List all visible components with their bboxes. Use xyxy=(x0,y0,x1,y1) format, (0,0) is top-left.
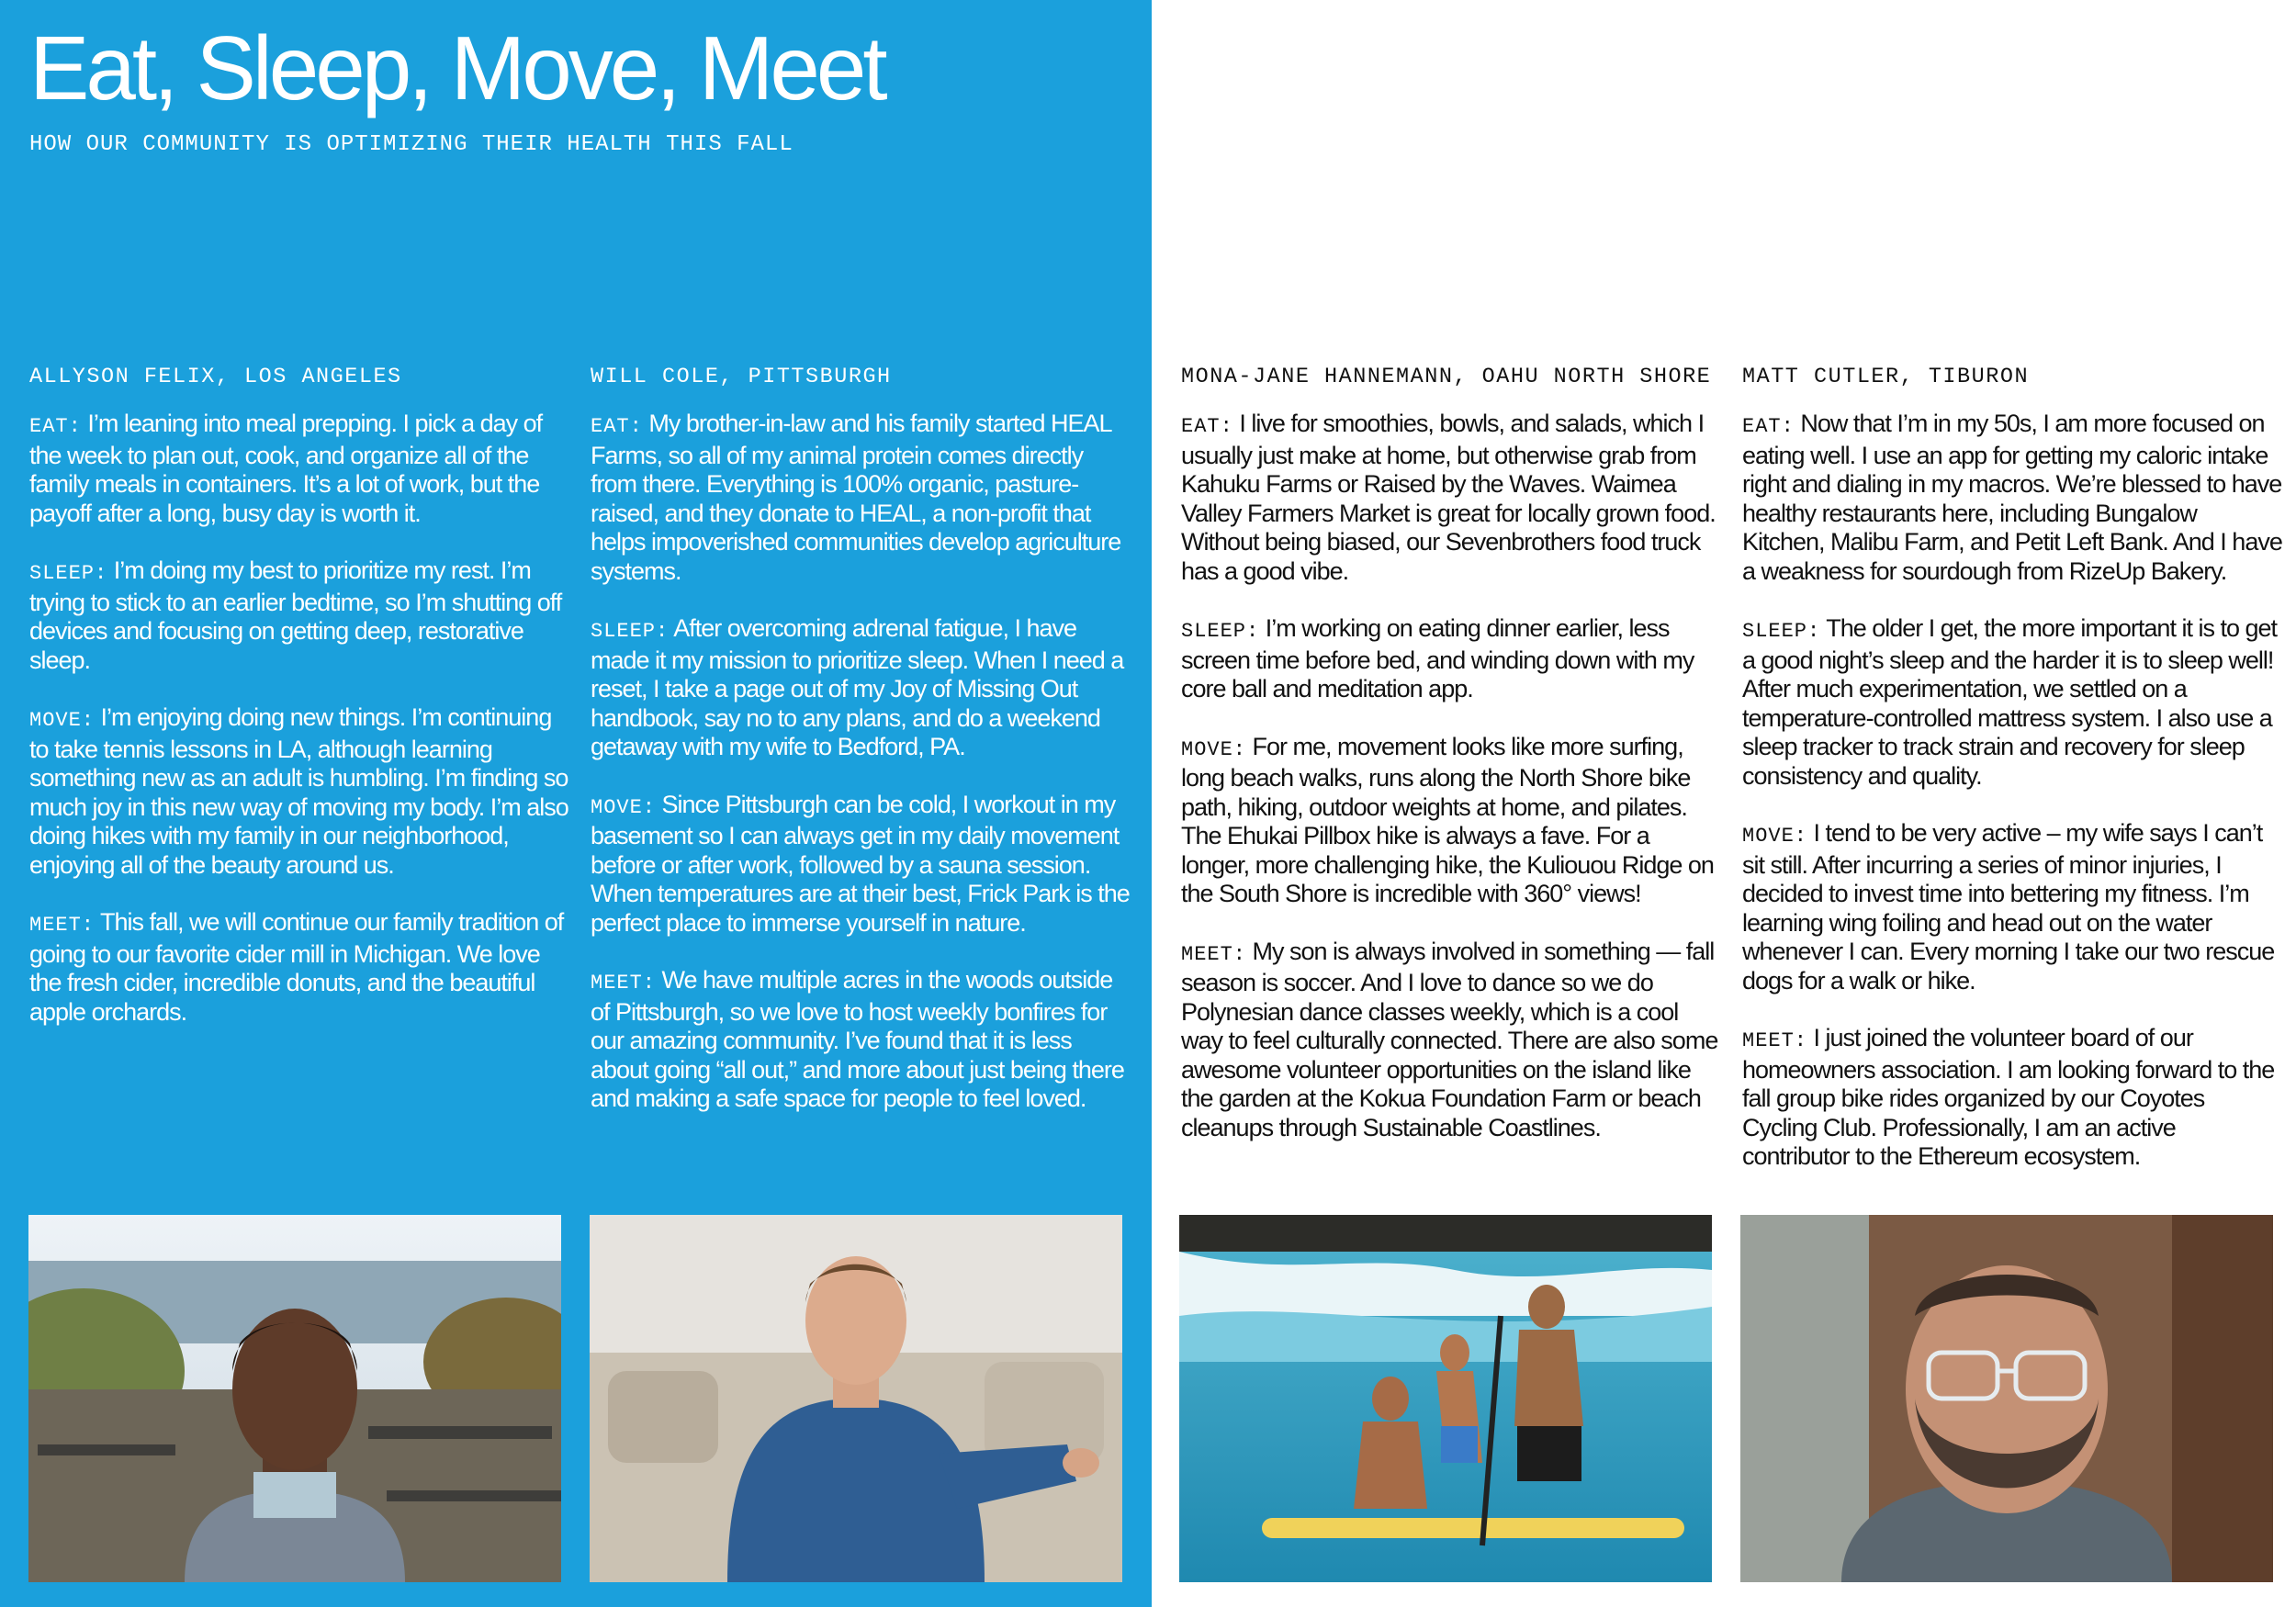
page-subtitle: HOW OUR COMMUNITY IS OPTIMIZING THEIR HEALTH THIS FALL xyxy=(29,132,793,157)
move-paragraph xyxy=(29,703,571,880)
meet-label: MEET: xyxy=(591,972,657,995)
eat-label: EAT: xyxy=(29,415,82,438)
eat-text: I’m leaning into meal prepping. I pick a day of the week to plan out, cook, and organize all of the family meals in containers. It’s a lot of work, but the payoff after a long, busy day is worth it. xyxy=(29,410,543,527)
portrait-woman-photo xyxy=(28,1215,561,1582)
portrait-man-couch-photo-image xyxy=(590,1215,1122,1582)
meet-paragraph xyxy=(1181,938,1723,1143)
eat-label: EAT: xyxy=(1181,415,1233,438)
sleep-paragraph xyxy=(1181,614,1723,704)
meet-text: We have multiple acres in the woods outside of Pittsburgh, so we love to host weekly bonfires for our amazing community. I’ve found that it is less about going “all out,” and more about just being there and making a safe space for people to feel loved. xyxy=(591,966,1124,1112)
profile-column-3 xyxy=(1181,365,1723,1171)
sleep-text: The older I get, the more important it is to get a good night’s sleep and the harder it is to sleep well! After much experimentation, we settled on a temperature-controlled mattress system. I also use a sleep tracker to track strain and recovery for sleep consistency and quality. xyxy=(1742,614,2277,790)
move-label: MOVE: xyxy=(591,795,657,819)
meet-paragraph xyxy=(1742,1024,2284,1172)
portrait-man-glasses-photo xyxy=(1740,1215,2273,1582)
move-paragraph xyxy=(1742,819,2284,995)
move-text: I’m enjoying doing new things. I’m continuing to take tennis lessons in LA, although learning something new as an adult is humbling. I’m finding so much joy in this new way of moving my body. I’m also doing hikes with my family in our neighborhood, enjoying all of the beauty around us. xyxy=(29,703,568,879)
sleep-label: SLEEP: xyxy=(1742,620,1821,643)
sleep-paragraph xyxy=(1742,614,2284,791)
portrait-man-glasses-photo-image xyxy=(1740,1215,2273,1582)
move-paragraph xyxy=(591,791,1132,938)
move-text: I tend to be very active – my wife says I can’t sit still. After incurring a series of minor injuries, I decided to invest time into bettering my fitness. I’m learning wing foiling and head out on the water whenever I can. Every morning I take our two rescue dogs for a walk or hike. xyxy=(1742,819,2275,995)
move-label: MOVE: xyxy=(29,709,96,732)
meet-text: My son is always involved in something — fall season is soccer. And I love to dance so we do Polynesian dance classes weekly, which is a cool way to feel culturally connected. There are also some awesome volunteer opportunities on the island like the garden at the Kokua Foundation Farm or beach cleanups through Sustainable Coastlines. xyxy=(1181,937,1718,1141)
sleep-text: After overcoming adrenal fatigue, I have made it my mission to prioritize sleep. When I need a reset, I take a page out of my Joy of Missing Out handbook, say no to any plans, and do a weekend getaway with my wife to Bedford, PA. xyxy=(591,614,1124,760)
sleep-label: SLEEP: xyxy=(29,562,108,585)
sleep-text: I’m doing my best to prioritize my rest. I’m trying to stick to an earlier bedtime, so I’m shutting off devices and focusing on getting deep, restorative sleep. xyxy=(29,556,562,674)
eat-label: EAT: xyxy=(591,415,643,438)
person-name: ALLYSON FELIX, LOS ANGELES xyxy=(29,365,402,389)
eat-text: I live for smoothies, bowls, and salads, which I usually just make at home, but otherwise grab from Kahuku Farms or Raised by the Waves. Waimea Valley Farmers Market is great for locally grown food. Without being biased, our Sevenbrothers food truck has a good vibe. xyxy=(1181,410,1716,585)
meet-text: This fall, we will continue our family tradition of going to our favorite cider mill in Michigan. We love the fresh cider, incredible donuts, and the beautiful apple orchards. xyxy=(29,908,564,1026)
meet-label: MEET: xyxy=(1742,1029,1808,1052)
person-name: MONA-JANE HANNEMANN, OAHU NORTH SHORE xyxy=(1181,365,1712,389)
profile-column-4 xyxy=(1742,365,2284,1200)
eat-paragraph xyxy=(29,410,571,528)
eat-paragraph xyxy=(1181,410,1723,586)
page-title: Eat, Sleep, Move, Meet xyxy=(29,17,884,118)
family-paddleboard-photo xyxy=(1179,1215,1712,1582)
portrait-man-couch-photo xyxy=(590,1215,1122,1582)
meet-label: MEET: xyxy=(1181,942,1247,966)
profile-column-1 xyxy=(29,365,571,1055)
meet-paragraph xyxy=(29,908,571,1027)
move-label: MOVE: xyxy=(1742,825,1808,848)
meet-paragraph xyxy=(591,966,1132,1114)
person-name: WILL COLE, PITTSBURGH xyxy=(591,365,892,389)
profile-column-2 xyxy=(591,365,1132,1142)
move-text: For me, movement looks like more surfing, long beach walks, runs along the North Shore bike path, hiking, outdoor weights at home, and pilates. The Ehukai Pillbox hike is always a fave. For a longer, more challenging hike, the Kuliouou Ridge on the South Shore is incredible with 360° views! xyxy=(1181,732,1714,907)
move-paragraph xyxy=(1181,733,1723,909)
sleep-text: I’m working on eating dinner earlier, less screen time before bed, and winding down with my core ball and meditation app. xyxy=(1181,614,1694,702)
move-text: Since Pittsburgh can be cold, I workout in my basement so I can always get in my daily movement before or after work, followed by a sauna session. When temperatures are at their best, Frick Park is the perfect place to immerse yourself in nature. xyxy=(591,790,1130,937)
eat-label: EAT: xyxy=(1742,415,1795,438)
eat-paragraph xyxy=(1742,410,2284,586)
family-paddleboard-photo-image xyxy=(1179,1215,1712,1582)
sleep-label: SLEEP: xyxy=(591,620,670,643)
eat-text: My brother-in-law and his family started HEAL Farms, so all of my animal protein comes directly from there. Everything is 100% organic, pasture-raised, and they donate to HEAL, a non-profit that helps impoverished communities develop agriculture systems. xyxy=(591,410,1121,585)
sleep-paragraph xyxy=(591,614,1132,762)
meet-label: MEET: xyxy=(29,914,96,937)
person-name: MATT CUTLER, TIBURON xyxy=(1742,365,2030,389)
portrait-woman-photo-image xyxy=(28,1215,561,1582)
sleep-label: SLEEP: xyxy=(1181,620,1260,643)
meet-text: I just joined the volunteer board of our homeowners association. I am looking forward to the fall group bike rides organized by our Coyotes Cycling Club. Professionally, I am an active contributor to the Ethereum ecosystem. xyxy=(1742,1024,2275,1170)
eat-text: Now that I’m in my 50s, I am more focused on eating well. I use an app for getting my caloric intake right and dialing in my macros. We’re blessed to have healthy restaurants here, including Bungalow Kitchen, Malibu Farm, and Petit Left Bank. And I have a weakness for sourdough from RizeUp Bakery. xyxy=(1742,410,2282,585)
move-label: MOVE: xyxy=(1181,737,1247,761)
sleep-paragraph xyxy=(29,556,571,675)
eat-paragraph xyxy=(591,410,1132,586)
